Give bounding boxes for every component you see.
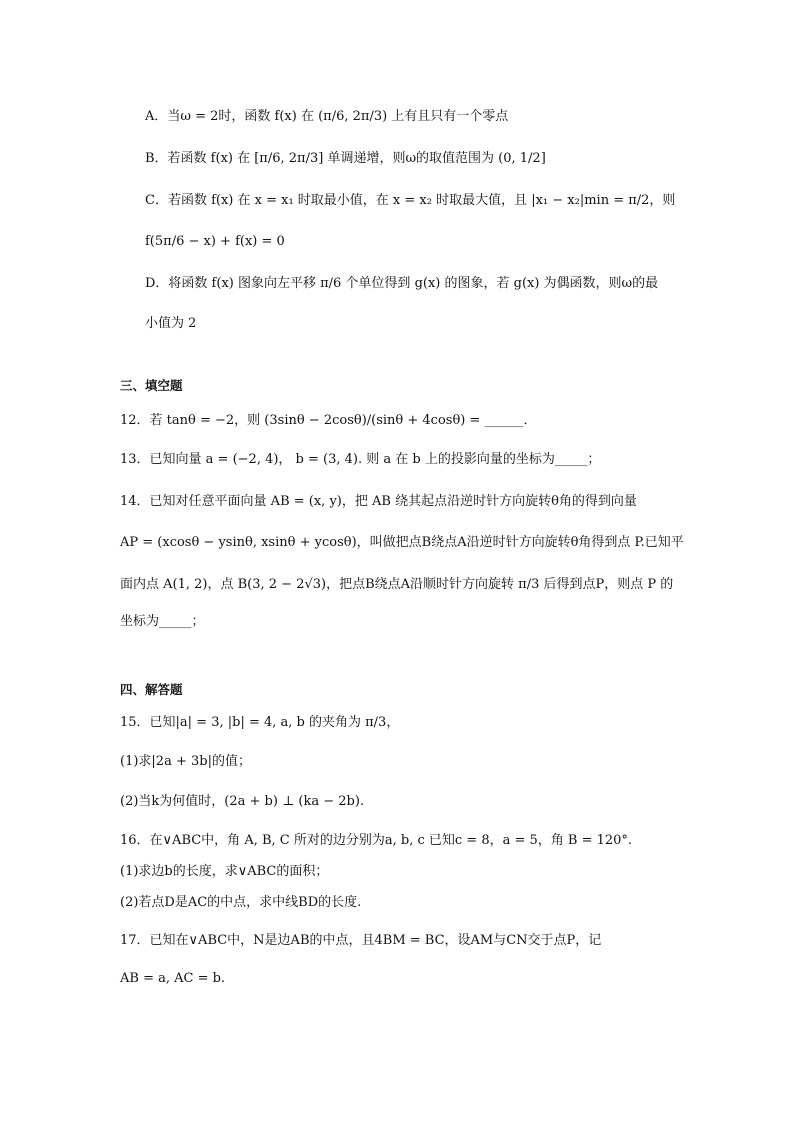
question-14-line4: 坐标为_____；: [120, 614, 205, 629]
question-16-part1: (1)求边b的长度，求∨ABC的面积；: [120, 864, 329, 879]
question-15-line1: 15．已知|a| = 3, |b| = 4, a, b 的夹角为 π/3，: [120, 715, 400, 730]
question-13: 13．已知向量 a = (−2, 4)， b = (3, 4). 则 a 在 b 上的投影向量的坐标为_____；: [120, 452, 601, 467]
option-b: B．若函数 f(x) 在 [π/6, 2π/3] 单调递增，则ω的取值范围为 (0, 1/2]: [145, 151, 546, 166]
question-14-line3: 面内点 A(1, 2)，点 B(3, 2 − 2√3)，把点B绕点A沿顺时针方向旋转 π/3 后得到点P，则点 P 的: [120, 577, 674, 592]
option-c-line2: f(5π/6 − x) + f(x) = 0: [145, 234, 285, 249]
question-17-line1: 17．已知在∨ABC中，N是边AB的中点，且4BM = BC，设AM与CN交于点P，记: [120, 933, 602, 948]
question-14-line1: 14．已知对任意平面向量 AB = (x, y)，把 AB 绕其起点沿逆时针方向旋转θ角的得到向量: [120, 494, 637, 509]
question-14-line2: AP = (xcosθ − ysinθ, xsinθ + ycosθ)，叫做把点B绕点A沿逆时针方向旋转θ角得到点 P.已知平: [120, 535, 684, 550]
option-c-line1: C．若函数 f(x) 在 x = x₁ 时取最小值，在 x = x₂ 时取最大值，且 |x₁ − x₂|min = π/2，则: [145, 193, 676, 208]
question-12: 12．若 tanθ = −2，则 (3sinθ − 2cosθ)/(sinθ + 4cosθ) = ______．: [120, 413, 537, 428]
option-d-line2: 小值为 2: [145, 316, 197, 331]
option-a: A．当ω = 2时，函数 f(x) 在 (π/6, 2π/3) 上有且只有一个零点: [145, 109, 509, 124]
option-d-line1: D．将函数 f(x) 图象向左平移 π/6 个单位得到 g(x) 的图象，若 g(x) 为偶函数，则ω的最: [145, 276, 659, 291]
question-16-line1: 16．在∨ABC中，角 A, B, C 所对的边分别为a, b, c 已知c = 8，a = 5，角 B = 120°.: [120, 833, 633, 848]
question-15-part2: (2)当k为何值时，(2a + b) ⊥ (ka − 2b).: [120, 794, 365, 809]
section-3-title: 三、填空题: [120, 378, 183, 393]
section-4-title: 四、解答题: [120, 682, 183, 697]
question-15-part1: (1)求|2a + 3b|的值；: [120, 754, 251, 769]
question-17-line2: AB = a, AC = b.: [120, 971, 226, 986]
question-16-part2: (2)若点D是AC的中点，求中线BD的长度.: [120, 895, 362, 910]
